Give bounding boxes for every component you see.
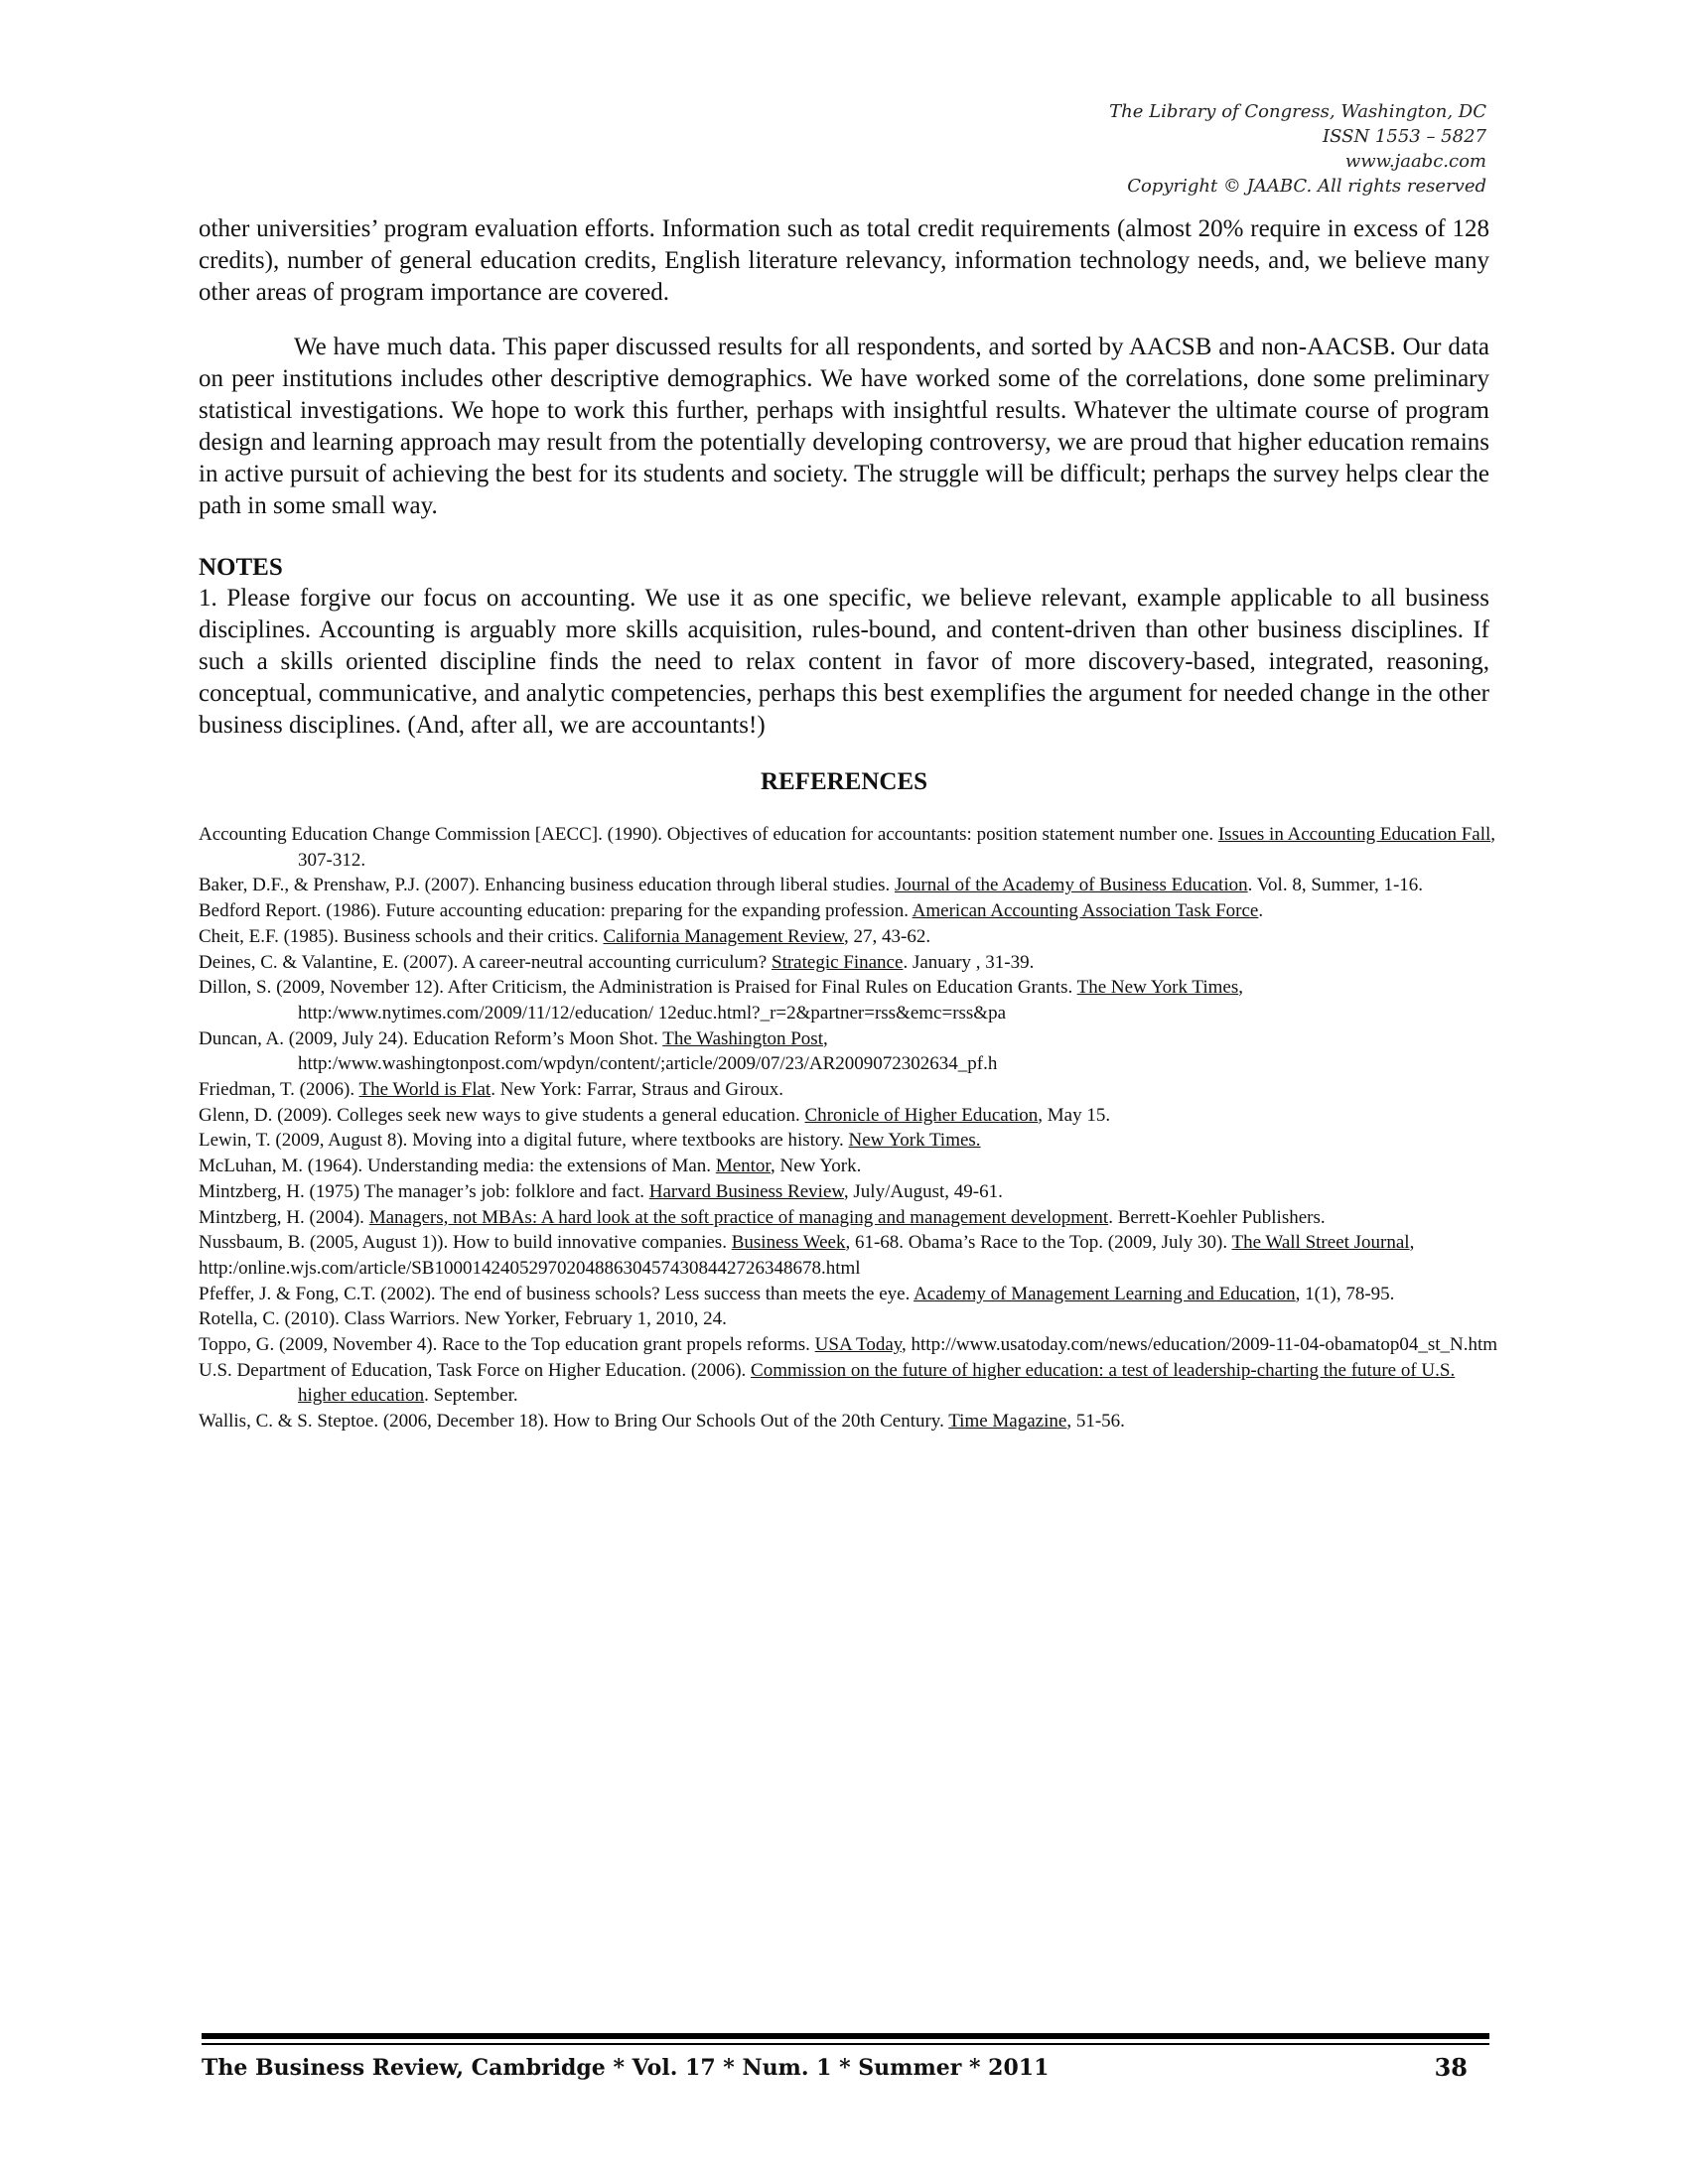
reference-text: Cheit, E.F. (1985). Business schools and their critics. xyxy=(199,925,604,947)
reference-text: , May 15. xyxy=(1038,1104,1111,1126)
body-paragraph: other universities’ program evaluation efforts. Information such as total credit requirements (almost 20% require in excess of 128 credits), number of general education credits, English literature relevancy, information technology needs, and, we believe many other areas of program importance are covered. xyxy=(199,215,1489,306)
reference-text: , 1(1), 78-95. xyxy=(1295,1283,1395,1304)
reference-item xyxy=(199,1230,1499,1256)
reference-text: . September. xyxy=(424,1385,518,1407)
reference-source: Business Week xyxy=(731,1232,846,1254)
reference-text: Lewin, T. (2009, August 8). Moving into a digital future, where textbooks are history. xyxy=(199,1130,849,1152)
reference-text: , 27, 43-62. xyxy=(844,925,931,947)
reference-item xyxy=(199,1205,1499,1231)
reference-text: Dillon, S. (2009, November 12). After Criticism, the Administration is Praised for Final Rules on Education Grants. xyxy=(199,977,1077,999)
reference-text: . January , 31-39. xyxy=(903,951,1035,973)
reference-source: USA Today xyxy=(814,1334,903,1356)
header-line-website: www.jaabc.com xyxy=(1344,151,1486,172)
reference-item xyxy=(199,975,1499,1025)
reference-item xyxy=(199,1179,1499,1205)
reference-text: , http://www.usatoday.com/news/education/2009-11-04-obamatop04_st_N.htm xyxy=(902,1334,1498,1356)
reference-item xyxy=(199,1282,1499,1307)
reference-item xyxy=(199,1332,1499,1358)
page-footer xyxy=(202,2053,1468,2083)
header-line-issn: ISSN 1553 – 5827 xyxy=(1323,126,1486,147)
reference-text: Baker, D.F., & Prenshaw, P.J. (2007). Enhancing business education through liberal studies. xyxy=(199,875,895,896)
notes-heading: NOTES xyxy=(199,554,283,581)
reference-text: , xyxy=(1409,1232,1415,1254)
reference-text: U.S. Department of Education, Task Force on Higher Education. (2006). xyxy=(199,1359,752,1381)
reference-text: Bedford Report. (1986). Future accounting education: preparing for the expanding profession. xyxy=(199,900,913,922)
reference-item xyxy=(199,1306,1499,1332)
reference-source: Time Magazine xyxy=(948,1411,1067,1433)
reference-text: Friedman, T. (2006). xyxy=(199,1079,359,1101)
reference-text: . xyxy=(1258,900,1264,922)
reference-text: . Berrett-Koehler Publishers. xyxy=(1108,1206,1326,1228)
page-number: 38 xyxy=(1434,2053,1468,2082)
reference-source: Mentor xyxy=(715,1156,771,1177)
reference-text: , http:/www.washingtonpost.com/wpdyn/content/;article/2009/07/23/AR2009072302634_pf.h xyxy=(298,1027,998,1075)
reference-item xyxy=(199,1077,1499,1103)
footer-rule-thick xyxy=(202,2033,1489,2039)
reference-text: Accounting Education Change Commission [AECC]. (1990). Objectives of education for accountants: position statement number one. xyxy=(199,824,1218,845)
reference-text: , 51-56. xyxy=(1066,1411,1125,1433)
reference-text: Mintzberg, H. (2004). xyxy=(199,1206,369,1228)
reference-source: The World is Flat xyxy=(358,1079,492,1101)
reference-text: Glenn, D. (2009). Colleges seek new ways to give students a general education. xyxy=(199,1104,805,1126)
footer-rule-thin xyxy=(202,2043,1489,2045)
reference-text: , http:/www.nytimes.com/2009/11/12/education/ 12educ.html?_r=2&partner=rss&emc=rss&pa xyxy=(298,977,1243,1024)
references-heading: REFERENCES xyxy=(760,768,928,795)
reference-source: Harvard Business Review xyxy=(648,1180,844,1202)
reference-text: Deines, C. & Valantine, E. (2007). A career-neutral accounting curriculum? xyxy=(199,951,772,973)
reference-text: . Vol. 8, Summer, 1-16. xyxy=(1247,875,1424,896)
reference-source: Academy of Management Learning and Education xyxy=(914,1283,1296,1304)
reference-item xyxy=(199,1128,1499,1154)
reference-source: Managers, not MBAs: A hard look at the soft practice of managing and management development xyxy=(368,1206,1109,1228)
reference-source: New York Times. xyxy=(848,1130,981,1152)
reference-list xyxy=(199,822,1499,1434)
reference-source: The New York Times xyxy=(1076,977,1239,999)
reference-item xyxy=(199,1256,1499,1282)
header-line-publisher: The Library of Congress, Washington, DC xyxy=(1109,101,1486,122)
reference-source: Journal of the Academy of Business Education xyxy=(894,875,1248,896)
running-header xyxy=(1109,99,1486,199)
reference-item xyxy=(199,873,1499,898)
reference-source: Strategic Finance xyxy=(772,951,904,973)
reference-source: Issues in Accounting Education Fall xyxy=(1217,824,1491,845)
reference-text: , New York. xyxy=(771,1156,862,1177)
reference-text: Mintzberg, H. (1975) The manager’s job: folklore and fact. xyxy=(199,1180,649,1202)
reference-item xyxy=(199,1409,1499,1434)
reference-source: California Management Review xyxy=(603,925,844,947)
reference-source: The Wall Street Journal xyxy=(1231,1232,1410,1254)
reference-source: Chronicle of Higher Education xyxy=(804,1104,1039,1126)
reference-text: . New York: Farrar, Straus and Giroux. xyxy=(491,1079,783,1101)
note-item: 1. Please forgive our focus on accounting. We use it as one specific, we believe relevant, example applicable to all business disciplines. Accounting is arguably more skills acquisition, rules-bound, and content-driven than other business disciplines. If such a skills oriented discipline finds the need to relax content in favor of more discovery-based, integrated, reasoning, conceptual, communicative, and analytic competencies, perhaps this best exemplifies the argument for needed change in the other business disciplines. (And, after all, we are accountants!) xyxy=(199,585,1489,739)
reference-text: Duncan, A. (2009, July 24). Education Reform’s Moon Shot. xyxy=(199,1027,663,1049)
reference-text: , 307-312. xyxy=(298,824,1495,871)
reference-text: Nussbaum, B. (2005, August 1)). How to build innovative companies. xyxy=(199,1232,732,1254)
reference-item xyxy=(199,924,1499,950)
reference-text: , July/August, 49-61. xyxy=(843,1180,1003,1202)
footer-journal: The Business Review, Cambridge * Vol. 17 * Num. 1 * Summer * 2011 xyxy=(202,2055,1050,2081)
reference-text: Rotella, C. (2010). Class Warriors. New Yorker, February 1, 2010, 24. xyxy=(199,1308,727,1330)
reference-text: Pfeffer, J. & Fong, C.T. (2002). The end of business schools? Less success than meets the eye. xyxy=(199,1283,914,1304)
reference-item xyxy=(199,1358,1499,1409)
reference-text: , 61-68. Obama’s Race to the Top. (2009, July 30). xyxy=(845,1232,1232,1254)
reference-source: American Accounting Association Task Force xyxy=(912,900,1259,922)
reference-source: Commission on the future of higher education: a test of leadership-charting the future of U.S. higher education xyxy=(298,1359,1456,1407)
body-paragraph: We have much data. This paper discussed results for all respondents, and sorted by AACSB and non-AACSB. Our data on peer institutions includes other descriptive demographics. We have worked some of the correlations, done some preliminary statistical investigations. We hope to work this further, perhaps with insightful results. Whatever the ultimate course of program design and learning approach may result from the potentially developing controversy, we are proud that higher education remains in active pursuit of achieving the best for its students and society. The struggle will be difficult; perhaps the survey helps clear the path in some small way. xyxy=(199,334,1489,519)
reference-item xyxy=(199,950,1499,976)
header-line-copyright: Copyright © JAABC. All rights reserved xyxy=(1127,176,1486,197)
reference-source: The Washington Post xyxy=(662,1027,823,1049)
reference-text: Toppo, G. (2009, November 4). Race to the Top education grant propels reforms. xyxy=(199,1334,815,1356)
reference-text: http:/online.wjs.com/article/SB10001424052970204886304574308442726348678.html xyxy=(199,1257,861,1279)
reference-text: McLuhan, M. (1964). Understanding media: the extensions of Man. xyxy=(199,1156,716,1177)
reference-item xyxy=(199,1026,1499,1077)
reference-item xyxy=(199,1103,1499,1129)
reference-item xyxy=(199,822,1499,873)
reference-text: Wallis, C. & S. Steptoe. (2006, December 18). How to Bring Our Schools Out of the 20th Century. xyxy=(199,1411,949,1433)
reference-item xyxy=(199,1154,1499,1179)
reference-item xyxy=(199,898,1499,924)
